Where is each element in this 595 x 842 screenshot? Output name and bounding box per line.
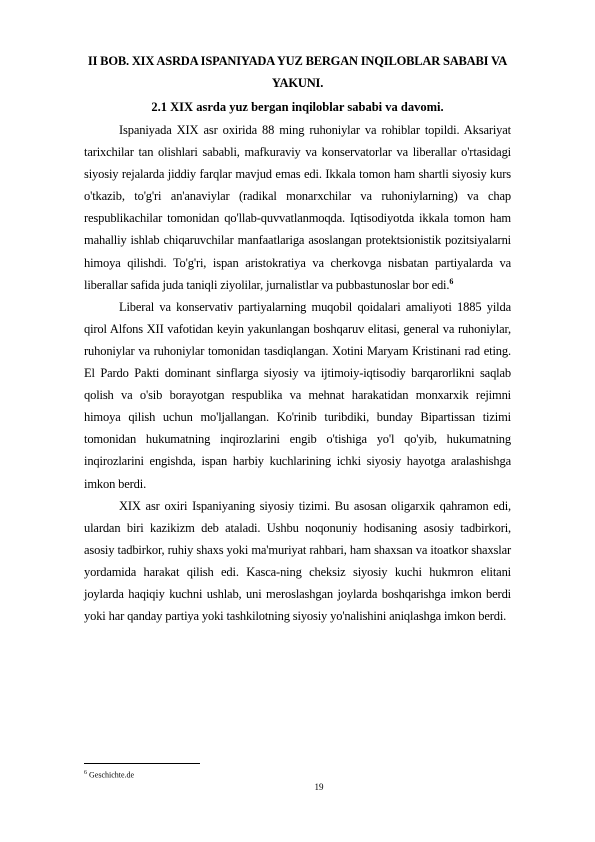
page-number: 19 <box>314 782 324 792</box>
paragraph: XIX asr oxiri Ispaniyaning siyosiy tizimi. Bu asosan oligarxik qahramon edi, ulardan biri kazikizm deb ataladi. Ushbu noqonuniy hodisaning asosiy tadbirkori, asosiy tadbirkor, ruhiy shaxs yoki ma'muriyat rahbari, ham shaxsan va itoatkor shaxslar yordamida harakat qilish edi. Kasca-ning cheksiz siyosiy kuchi hukmron elitani joylarda haqiqiy kuchni ushlab, uni meroslashgan joylarda boshqarishga imkon berdi yoki har qanday partiya yoki tashkilotning siyosiy yo'nalishini aniqlashga imkon berdi. <box>84 498 511 624</box>
footnote-divider <box>84 763 200 764</box>
body-text <box>84 119 511 627</box>
paragraph-text: Ispaniyada XIX asr oxirida 88 ming ruhoniylar va rohiblar topildi. Aksariyat tarixchilar tan olishlari sababli, mafkuraviy va konservatorlar va liberallar o'rtasidagi siyosiy rejalarda jiddiy farqlar mavjud emas edi. Ikkala tomon ham shartli siyosiy kurs o'tkazib, to'g'ri an'anaviylar (radikal monarxchilar va ruhoniylarning) va chap respublikachilar tomonidan qo'llab-quvvatlanmoqda. Iqtisodiyotda ikkala tomon ham mahalliy ishlab chiqaruvchilar manfaatlariga asoslangan protektsionistik pozitsiyalarni himoya qilishdi. To'g'ri, ispan aristokratiya va cherkovga nisbatan partiyalarda va liberallar safida juda taniqli ziyolilar, jurnalistlar va pubbastunoslar bor edi. <box>84 123 511 292</box>
paragraph <box>84 119 511 296</box>
footnote-reference[interactable]: 6 <box>449 276 454 286</box>
footnote <box>84 768 134 781</box>
paragraph: Liberal va konservativ partiyalarning muqobil qoidalari amaliyoti 1885 yilda qirol Alfons XII vafotidan keyin yakunlangan boshqaruv elitasi, general va ruhoniylar, ruhoniylar va ruhoniylar tomonidan tasdiqlangan. Xotini Maryam Kristinani rad eting. El Pardo Pakti dominant sinflarga siyosiy va ijtimoiy-iqtisodiy barqarorlikni saqlab qolish va o'sib borayotgan respublika va mehnat harakatidan monxarxik rejimni himoya qilish uchun mo'ljallangan. Ko'rinib turibdiki, bunday Bipartissan tizimi tomonidan hukumatning inqirozlarini engib o'tishiga yo'l qo'yib, hukumatning inqirozlarini engishda, ispan harbiy kuchlarining ichki siyosiy hayotga aralashishga imkon berdi. <box>84 299 511 491</box>
footnote-number: 6 <box>84 770 87 776</box>
chapter-title: II BOB. XIX ASRDA ISPANIYADA YUZ BERGAN INQILOBLAR SABABI VA YAKUNI. <box>87 54 508 90</box>
footnote-text: Geschichte.de <box>89 770 135 780</box>
section-title: 2.1 XIX asrda yuz bergan inqiloblar sababi va davomi. <box>151 100 444 114</box>
